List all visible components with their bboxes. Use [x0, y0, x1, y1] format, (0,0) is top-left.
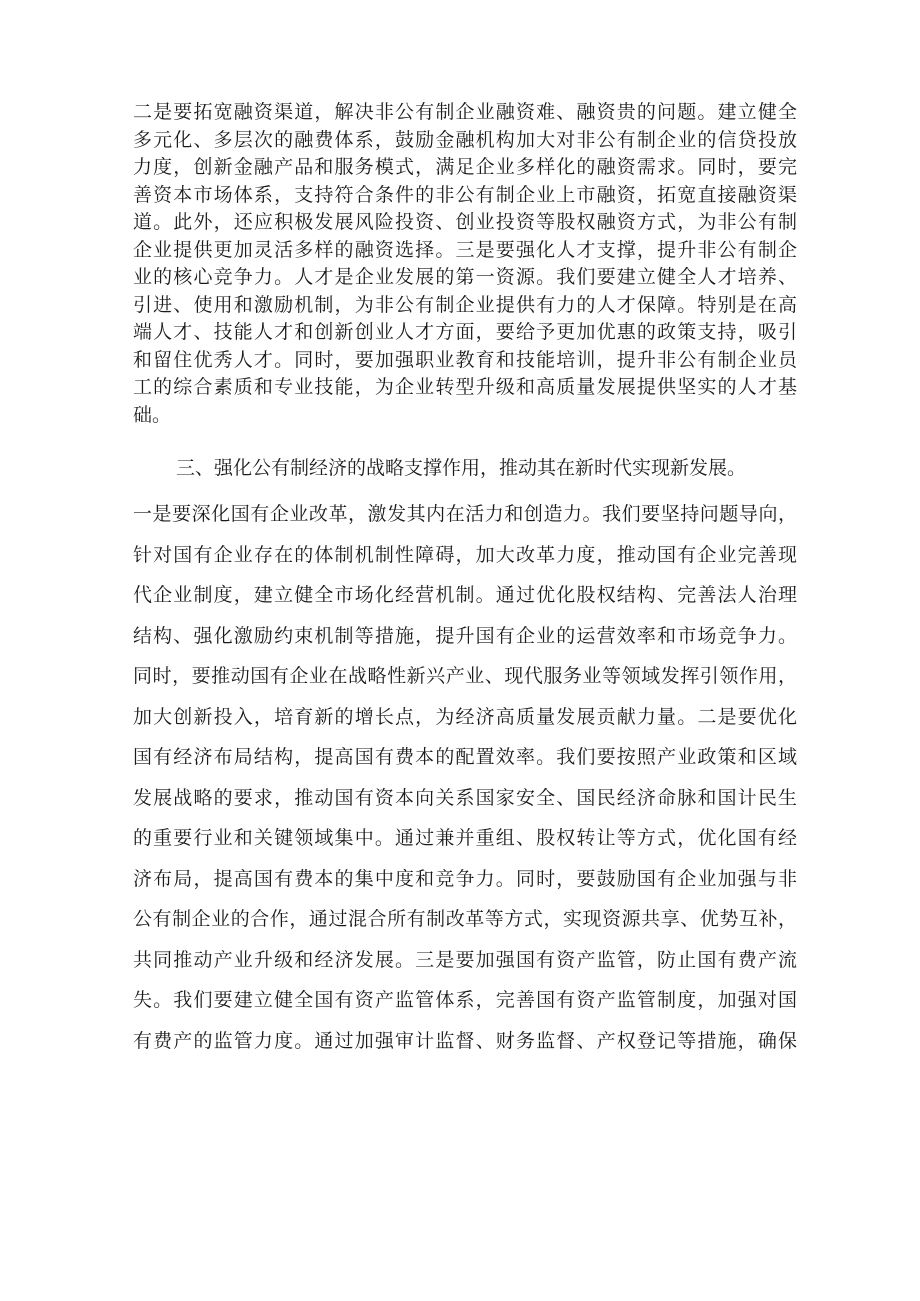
text-line: 济布局，提高国有费本的集中度和竞争力。同时，要鼓励国有企业加强与非 [133, 867, 797, 890]
paragraph-state-owned-reform [133, 494, 797, 1061]
text-line: 有费产的监管力度。通过加强审计监督、财务监督、产权登记等措施，确保 [133, 1029, 797, 1052]
paragraph-financing-talent [133, 99, 797, 429]
text-line: 一是要深化国有企业改革，激发其内在活力和创造力。我们要坚持问题导向， [133, 503, 797, 525]
text-line: 针对国有企业存在的体制机制性障碍，加大改革力度，推动国有企业完善现 [133, 543, 797, 566]
text-line: 共同推动产业升级和经济发展。三是要加强国有资产监管，防止国有费产流 [133, 948, 797, 971]
text-line: 二是要拓宽融资渠道，解决非公有制企业融资难、融资贵的问题。建立健全 [133, 101, 797, 123]
text-line: 础。 [133, 403, 172, 426]
text-line: 道。此外，还应积极发展风险投资、创业投资等股权融资方式，为非公有制 [133, 211, 797, 233]
text-line: 发展战略的要求，推动国有资本向关系国家安全、国民经济命脉和国计民生 [133, 786, 797, 809]
text-line: 引进、使用和激励机制，为非公有制企业提供有力的人才保障。特别是在高 [133, 293, 797, 316]
text-line: 端人才、技能人才和创新创业人才方面，要给予更加优惠的政策支持，吸引 [133, 321, 797, 343]
text-line: 和留住优秀人才。同时，要加强职业教育和技能培训，提升非公有制企业员 [133, 348, 797, 371]
text-line: 力度，创新金融产品和服务模式，满足企业多样化的融资需求。同时，要完 [133, 156, 797, 178]
text-line: 同时，要推动国有企业在战略性新兴产业、现代服务业等领域发挥引领作用， [133, 665, 797, 687]
text-line: 工的综合素质和专业技能，为企业转型升级和高质量发展提供坚实的人才基 [133, 376, 797, 398]
section-heading: 三、强化公有制经济的战略支撑作用，推动其在新时代实现新发展。 [176, 457, 747, 479]
text-line: 企业提供更加灵活多样的融资选择。三是要强化人才支撑，提升非公有制企 [133, 238, 797, 261]
text-line: 失。我们要建立健全国有资产监管体系，完善国有资产监管制度，加强对国 [133, 989, 797, 1011]
text-line: 公有制企业的合作，通过混合所有制改革等方式，实现资源共享、优势互补， [133, 908, 797, 930]
text-line: 结构、强化激励约束机制等措施，提升国有企业的运营效率和市场竞争力。 [133, 624, 797, 647]
text-line: 的重要行业和关键领域集中。通过兼并重组、股权转让等方式，优化国有经 [133, 827, 797, 849]
text-line: 国有经济布局结构，提高国有费本的配置效率。我们要按照产业政策和区域 [133, 746, 797, 768]
text-line: 代企业制度，建立健全市场化经营机制。通过优化股权结构、完善法人治理 [133, 584, 797, 606]
text-line: 善资本市场体系，支持符合条件的非公有制企业上市融资，拓宽直接融资渠 [133, 183, 797, 206]
text-line: 业的核心竞争力。人才是企业发展的第一资源。我们要建立健全人才培养、 [133, 266, 797, 288]
text-line: 加大创新投入，培育新的增长点，为经济高质量发展贡献力量。二是要优化 [133, 705, 797, 728]
text-line: 多元化、多层次的融费体系，鼓励金融机构加大对非公有制企业的信贷投放 [133, 128, 797, 151]
